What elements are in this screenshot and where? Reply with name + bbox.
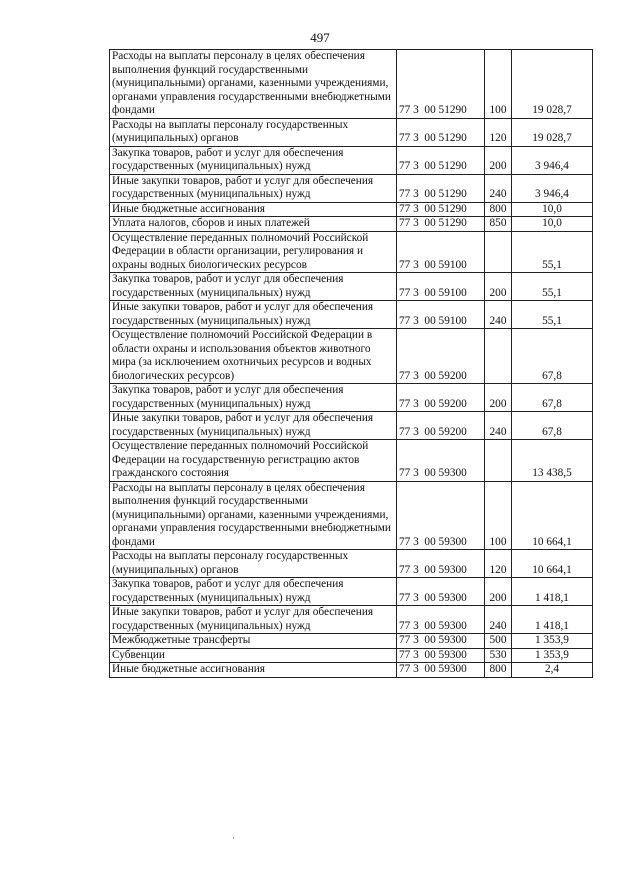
scan-speck: · bbox=[232, 833, 235, 843]
row-code: 77 3 00 59100 bbox=[397, 231, 485, 273]
row-amount: 55,1 bbox=[512, 231, 593, 273]
row-amount: 55,1 bbox=[512, 273, 593, 301]
row-expense-type bbox=[485, 329, 512, 384]
table-row bbox=[110, 146, 593, 174]
row-expense-type: 120 bbox=[485, 118, 512, 146]
row-code: 77 3 00 59100 bbox=[397, 301, 485, 329]
row-expense-type: 200 bbox=[485, 578, 512, 606]
row-expense-type: 200 bbox=[485, 146, 512, 174]
row-amount: 67,8 bbox=[512, 412, 593, 440]
row-name: Иные бюджетные ассигнования bbox=[110, 202, 397, 217]
table-row bbox=[110, 606, 593, 634]
row-code: 77 3 00 59300 bbox=[397, 634, 485, 649]
row-name: Осуществление переданных полномочий Российской Федерации на государственную регистрацию актов гражданского состояния bbox=[110, 440, 397, 482]
table-row bbox=[110, 648, 593, 663]
table-row bbox=[110, 384, 593, 412]
row-expense-type: 100 bbox=[485, 481, 512, 550]
row-expense-type: 800 bbox=[485, 202, 512, 217]
row-code: 77 3 00 59300 bbox=[397, 663, 485, 678]
row-expense-type: 800 bbox=[485, 663, 512, 678]
table-row bbox=[110, 231, 593, 273]
row-name: Осуществление полномочий Российской Федерации в области охраны и использования объектов животного мира (за исключением охотничьих ресурсов и водных биологических ресурсов) bbox=[110, 329, 397, 384]
row-expense-type bbox=[485, 231, 512, 273]
row-amount: 1 418,1 bbox=[512, 578, 593, 606]
table-row bbox=[110, 412, 593, 440]
row-amount: 1 353,9 bbox=[512, 634, 593, 649]
row-name: Межбюджетные трансферты bbox=[110, 634, 397, 649]
row-code: 77 3 00 59300 bbox=[397, 606, 485, 634]
row-amount: 1 418,1 bbox=[512, 606, 593, 634]
row-expense-type: 200 bbox=[485, 273, 512, 301]
row-name: Расходы на выплаты персоналу в целях обеспечения выполнения функций государственными (муниципальными) органами, казенными учреждениями, органами управления государственными внебюджетными фондами bbox=[110, 481, 397, 550]
row-code: 77 3 00 51290 bbox=[397, 174, 485, 202]
budget-table bbox=[109, 49, 593, 678]
row-expense-type: 100 bbox=[485, 50, 512, 119]
row-expense-type bbox=[485, 440, 512, 482]
budget-table-body bbox=[110, 50, 593, 678]
row-name: Закупка товаров, работ и услуг для обеспечения государственных (муниципальных) нужд bbox=[110, 384, 397, 412]
row-expense-type: 120 bbox=[485, 550, 512, 578]
row-expense-type: 240 bbox=[485, 412, 512, 440]
table-row bbox=[110, 217, 593, 232]
row-expense-type: 240 bbox=[485, 174, 512, 202]
table-row bbox=[110, 578, 593, 606]
table-row bbox=[110, 329, 593, 384]
row-code: 77 3 00 51290 bbox=[397, 118, 485, 146]
row-name: Иные закупки товаров, работ и услуг для обеспечения государственных (муниципальных) нужд bbox=[110, 174, 397, 202]
row-name: Расходы на выплаты персоналу государственных (муниципальных) органов bbox=[110, 550, 397, 578]
row-expense-type: 240 bbox=[485, 301, 512, 329]
row-amount: 19 028,7 bbox=[512, 118, 593, 146]
row-expense-type: 850 bbox=[485, 217, 512, 232]
table-row bbox=[110, 481, 593, 550]
row-amount: 13 438,5 bbox=[512, 440, 593, 482]
row-amount: 3 946,4 bbox=[512, 146, 593, 174]
row-code: 77 3 00 59300 bbox=[397, 550, 485, 578]
row-code: 77 3 00 51290 bbox=[397, 217, 485, 232]
table-row bbox=[110, 440, 593, 482]
table-row bbox=[110, 634, 593, 649]
row-name: Иные закупки товаров, работ и услуг для обеспечения государственных (муниципальных) нужд bbox=[110, 606, 397, 634]
table-row bbox=[110, 118, 593, 146]
row-amount: 10 664,1 bbox=[512, 481, 593, 550]
row-name: Закупка товаров, работ и услуг для обеспечения государственных (муниципальных) нужд bbox=[110, 578, 397, 606]
row-amount: 3 946,4 bbox=[512, 174, 593, 202]
row-expense-type: 500 bbox=[485, 634, 512, 649]
row-expense-type: 200 bbox=[485, 384, 512, 412]
table-row bbox=[110, 273, 593, 301]
row-code: 77 3 00 51290 bbox=[397, 146, 485, 174]
row-amount: 10 664,1 bbox=[512, 550, 593, 578]
row-code: 77 3 00 59200 bbox=[397, 412, 485, 440]
row-amount: 10,0 bbox=[512, 202, 593, 217]
table-row bbox=[110, 50, 593, 119]
row-code: 77 3 00 59300 bbox=[397, 578, 485, 606]
row-amount: 67,8 bbox=[512, 384, 593, 412]
row-name: Расходы на выплаты персоналу государственных (муниципальных) органов bbox=[110, 118, 397, 146]
row-name: Расходы на выплаты персоналу в целях обеспечения выполнения функций государственными (муниципальными) органами, казенными учреждениями, органами управления государственными внебюджетными фондами bbox=[110, 50, 397, 119]
page-number: 497 bbox=[310, 30, 330, 45]
row-amount: 55,1 bbox=[512, 301, 593, 329]
row-name: Субвенции bbox=[110, 648, 397, 663]
row-amount: 1 353,9 bbox=[512, 648, 593, 663]
table-row bbox=[110, 550, 593, 578]
table-row bbox=[110, 663, 593, 678]
row-expense-type: 240 bbox=[485, 606, 512, 634]
table-row bbox=[110, 174, 593, 202]
row-name: Иные закупки товаров, работ и услуг для обеспечения государственных (муниципальных) нужд bbox=[110, 412, 397, 440]
row-code: 77 3 00 51290 bbox=[397, 202, 485, 217]
row-expense-type: 530 bbox=[485, 648, 512, 663]
row-code: 77 3 00 59300 bbox=[397, 440, 485, 482]
table-row bbox=[110, 301, 593, 329]
row-amount: 10,0 bbox=[512, 217, 593, 232]
row-name: Иные бюджетные ассигнования bbox=[110, 663, 397, 678]
row-code: 77 3 00 59300 bbox=[397, 481, 485, 550]
row-amount: 67,8 bbox=[512, 329, 593, 384]
row-code: 77 3 00 59300 bbox=[397, 648, 485, 663]
row-amount: 19 028,7 bbox=[512, 50, 593, 119]
row-name: Закупка товаров, работ и услуг для обеспечения государственных (муниципальных) нужд bbox=[110, 146, 397, 174]
row-code: 77 3 00 51290 bbox=[397, 50, 485, 119]
row-code: 77 3 00 59100 bbox=[397, 273, 485, 301]
row-code: 77 3 00 59200 bbox=[397, 329, 485, 384]
row-amount: 2,4 bbox=[512, 663, 593, 678]
row-name: Закупка товаров, работ и услуг для обеспечения государственных (муниципальных) нужд bbox=[110, 273, 397, 301]
row-name: Иные закупки товаров, работ и услуг для обеспечения государственных (муниципальных) нужд bbox=[110, 301, 397, 329]
table-row bbox=[110, 202, 593, 217]
row-code: 77 3 00 59200 bbox=[397, 384, 485, 412]
row-name: Уплата налогов, сборов и иных платежей bbox=[110, 217, 397, 232]
row-name: Осуществление переданных полномочий Российской Федерации в области организации, регулирования и охраны водных биологических ресурсов bbox=[110, 231, 397, 273]
